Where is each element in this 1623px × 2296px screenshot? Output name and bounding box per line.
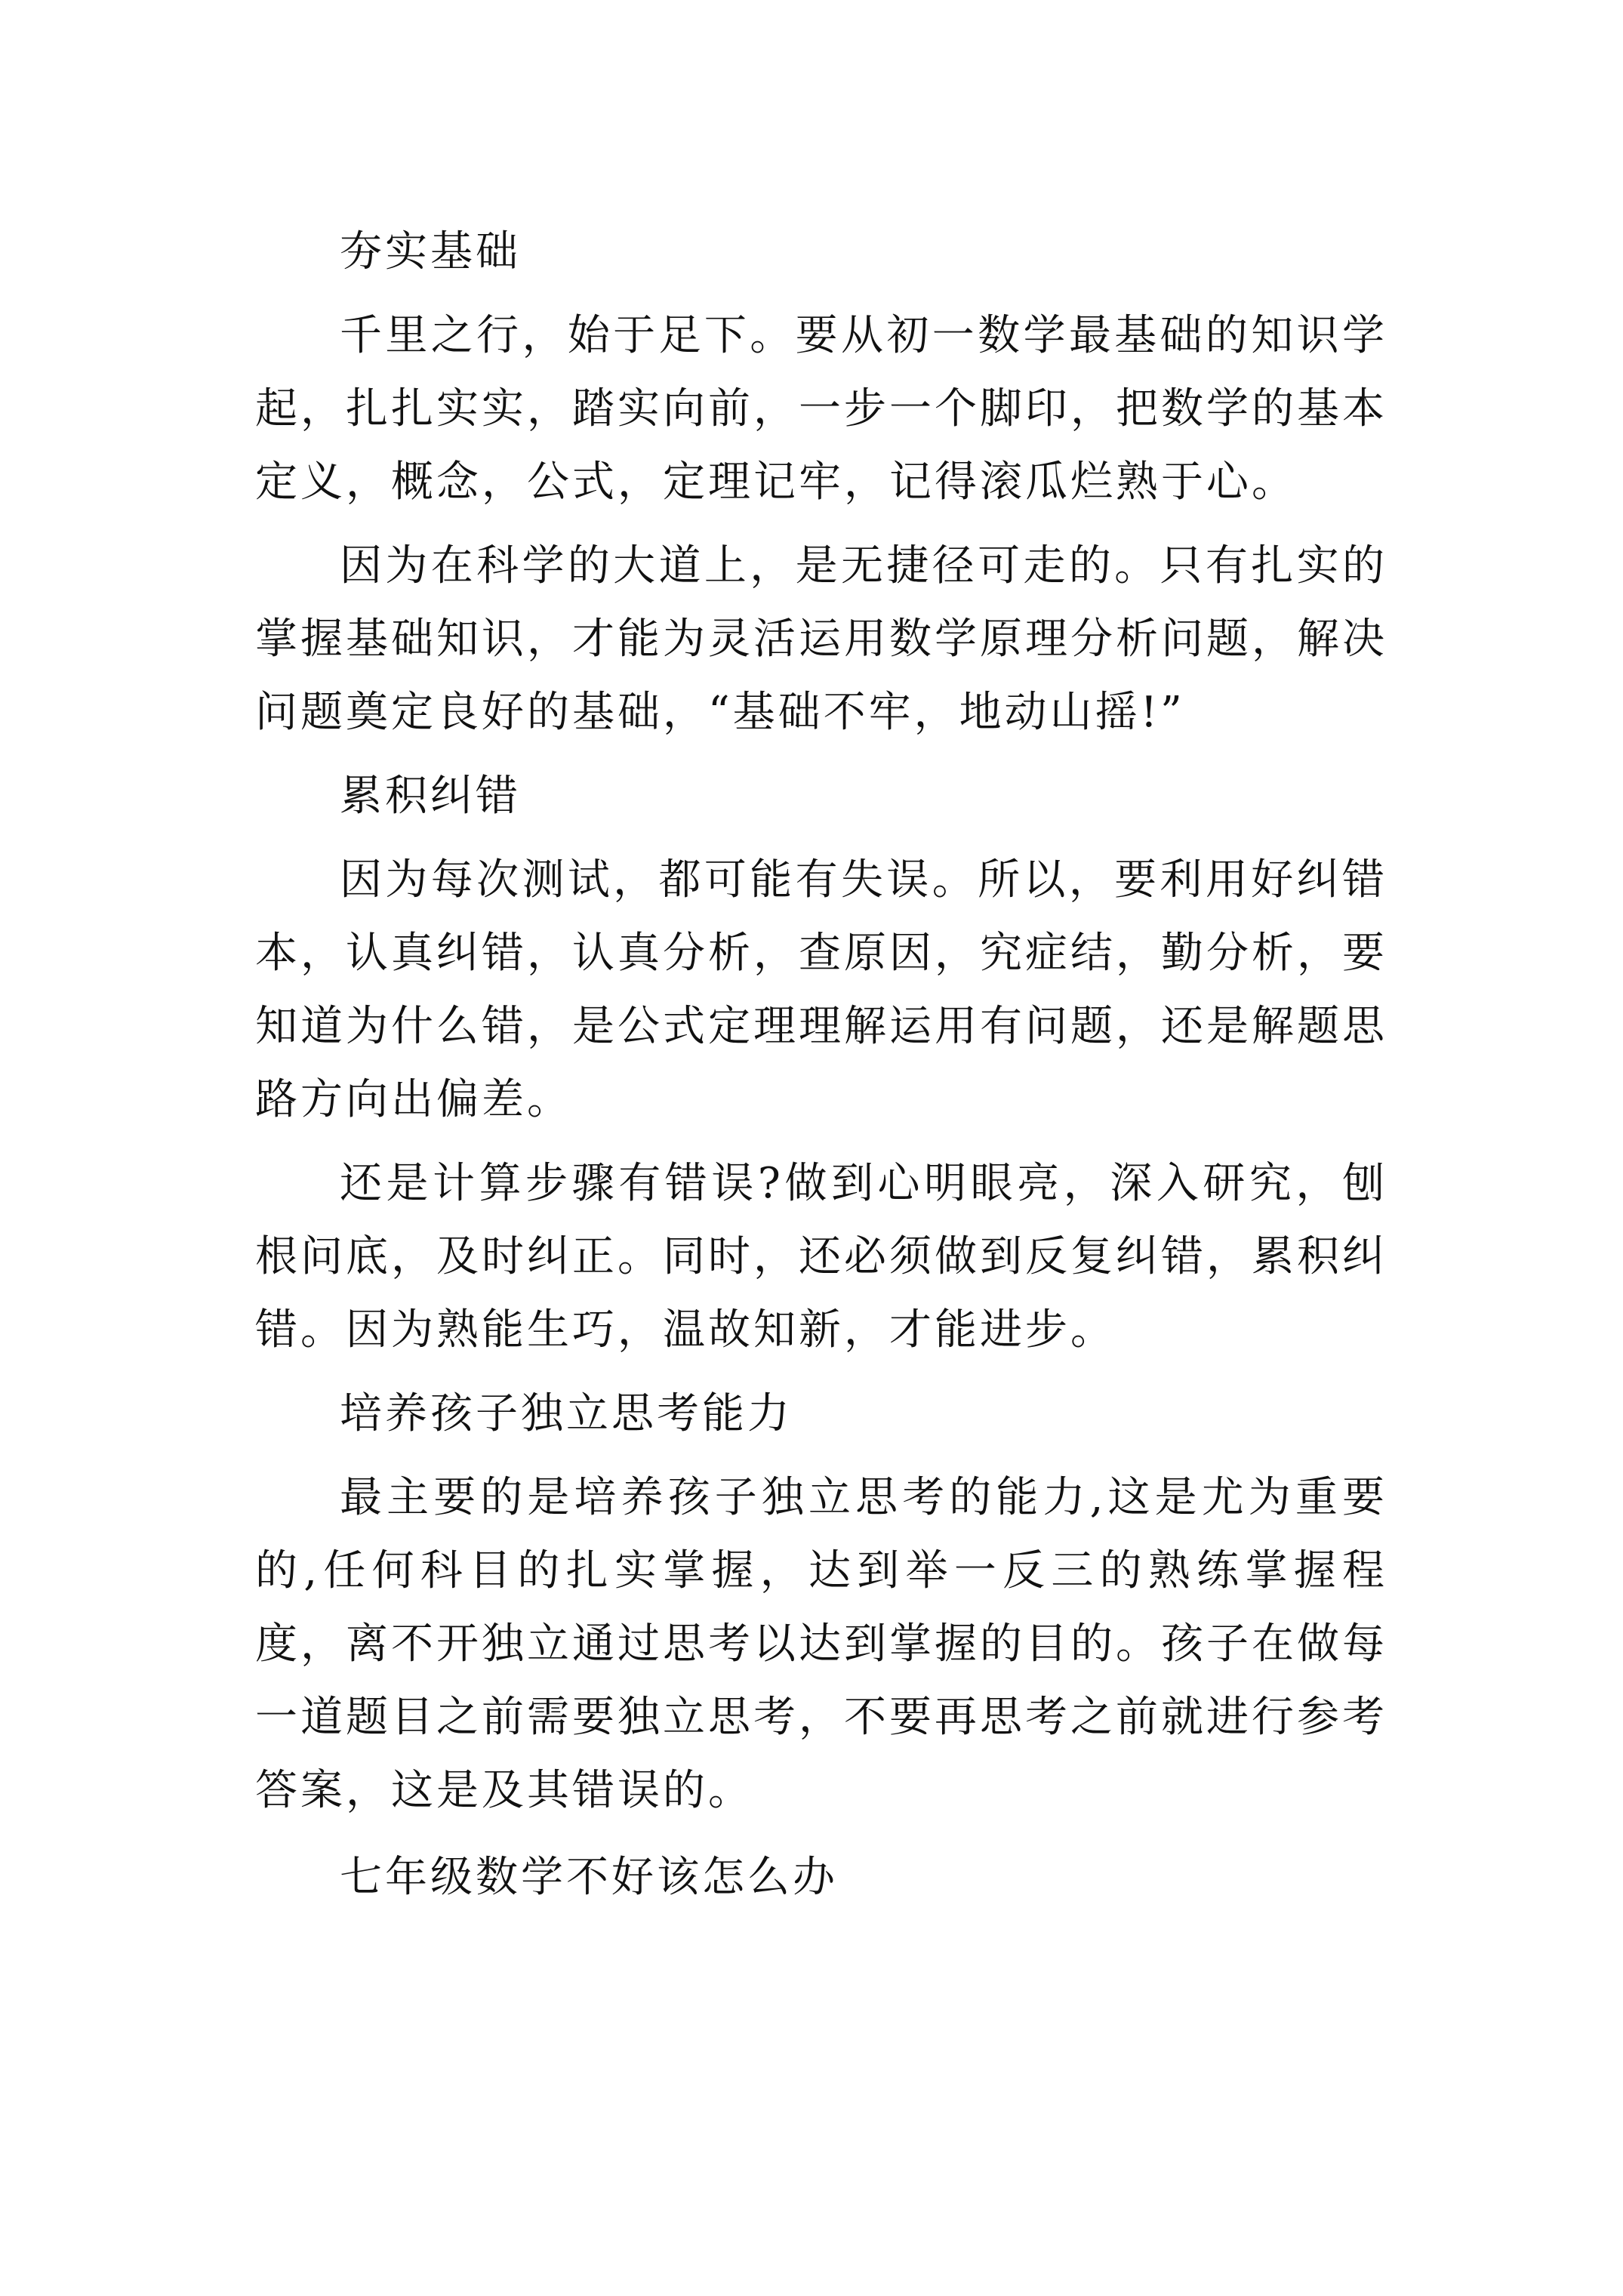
- section-heading-independent-thinking: 培养孩子独立思考能力: [340, 1389, 793, 1438]
- closing-heading: 七年级数学不好该怎么办: [340, 1853, 838, 1902]
- section-heading-error-correction: 累积纠错: [340, 772, 521, 821]
- section-heading-foundation: 夯实基础: [340, 227, 521, 276]
- paragraph-foundation-1: 千里之行，始于足下。要从初一数学最基础的知识学起，扎扎实实，踏实向前，一步一个脚印，把数学的基本定义，概念，公式，定理记牢，记得滚瓜烂熟于心。: [255, 311, 1387, 507]
- paragraph-foundation-2: 因为在科学的大道上，是无捷径可走的。只有扎实的掌握基础知识，才能为灵活运用数学原理分析问题，解决问题奠定良好的基础，“基础不牢，地动山摇!”: [255, 541, 1387, 737]
- paragraph-independent-thinking-1: 最主要的是培养孩子独立思考的能力,这是尤为重要的,任何科目的扎实掌握，达到举一反三的熟练掌握程度，离不开独立通过思考以达到掌握的目的。孩子在做每一道题目之前需要独立思考，不要再思考之前就进行参考答案，这是及其错误的。: [255, 1473, 1387, 1815]
- document-body: [255, 215, 1387, 1925]
- paragraph-error-correction-2: 还是计算步骤有错误?做到心明眼亮，深入研究，刨根问底，及时纠正。同时，还必须做到反复纠错，累积纠错。因为熟能生巧，温故知新，才能进步。: [255, 1159, 1387, 1354]
- paragraph-error-correction-1: 因为每次测试，都可能有失误。所以，要利用好纠错本，认真纠错，认真分析，查原因，究症结，勤分析，要知道为什么错，是公式定理理解运用有问题，还是解题思路方向出偏差。: [255, 855, 1387, 1124]
